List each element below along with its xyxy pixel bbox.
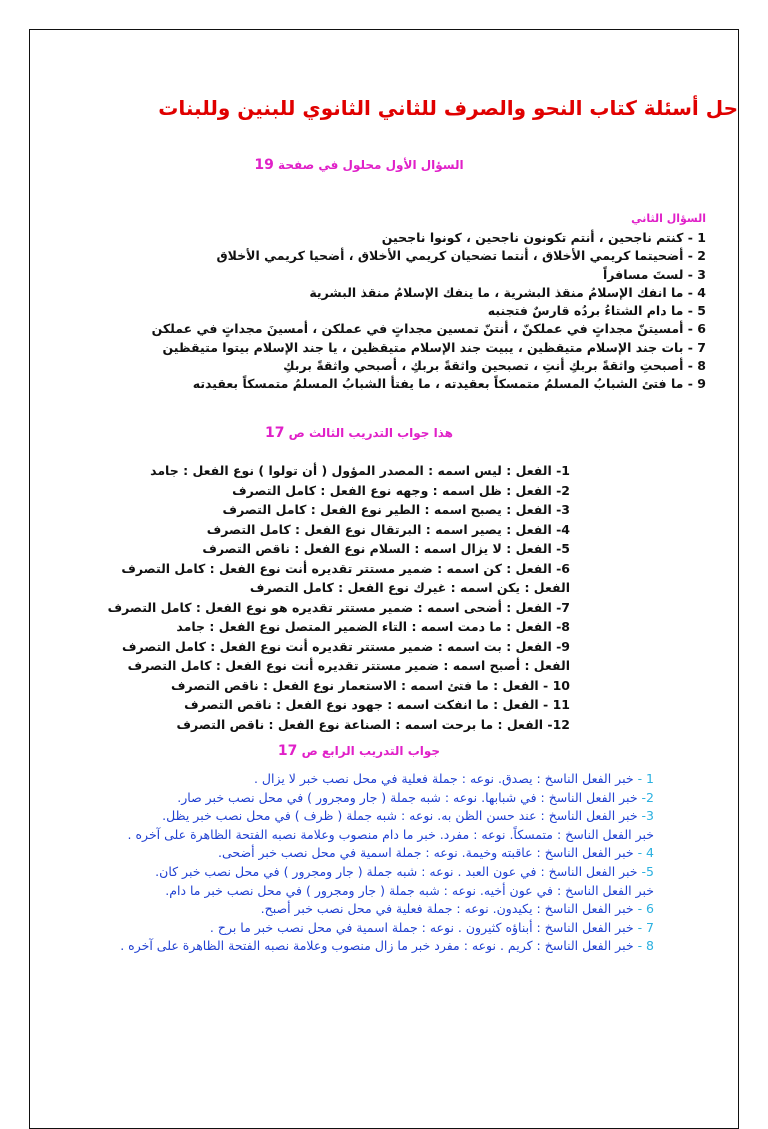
list-item: الفعل : يكن اسمه : غيرك نوع الفعل : كامل التصرف	[249, 580, 570, 595]
question-1-note	[200, 157, 518, 173]
list-item: 5- الفعل : لا يزال اسمه : السلام نوع الفعل : ناقص التصرف	[202, 541, 570, 556]
list-item	[44, 770, 654, 789]
list-item: 4 - ما انفك الإسلامُ منقذ البشرية ، ما ينفك الإسلامُ منقذ البشرية	[309, 284, 706, 300]
list-item	[44, 807, 654, 826]
list-item: الفعل : أصبح اسمه : ضمير مستتر تقديره أنت نوع الفعل : كامل التصرف	[127, 658, 570, 673]
training-3-page: 17	[264, 425, 285, 441]
list-item: 7 - بات جند الإسلام متيقظين ، يبيت جند الإسلام متيقظين ، يا جند الإسلام بيتوا متيقظين	[162, 339, 706, 355]
list-item: 1- الفعل : ليس اسمه : المصدر المؤول ( أن تولوا ) نوع الفعل : جامد	[150, 463, 570, 478]
list-item: 5 - ما دام الشتاءُ بردُه قارسٌ فتجنبه	[487, 303, 706, 319]
training-3-heading	[200, 425, 518, 441]
item-number: 4 -	[637, 845, 654, 861]
list-item: 3 - لستَ مسافراً	[603, 266, 706, 282]
item-number: 8 -	[637, 938, 654, 954]
list-item: 10 - الفعل : ما فتئ اسمه : الاستعمار نوع الفعل : ناقص التصرف	[171, 677, 570, 693]
item-text: خبر الفعل الناسخ : كريم . نوعه : مفرد خبر ما زال منصوب وعلامة نصبه الفتحة الظاهرة على آخره .	[120, 938, 634, 954]
training-4-heading	[200, 743, 518, 759]
list-item: 3- الفعل : يصبح اسمه : الطير نوع الفعل : كامل التصرف	[222, 502, 570, 517]
item-text: خبر الفعل الناسخ : في شبابها. نوعه : شبه جملة ( جار ومجرور ) في محل نصب خبر صار.	[177, 789, 638, 805]
list-item: 6 - أمسيتنّ مجداتٍ في عملكنّ ، أنتنّ تمسين مجداتٍ في عملكن ، أمسينَ مجداتٍ في عملكن	[151, 321, 706, 337]
list-item: 2 - أضحيتما كريمي الأخلاق ، أنتما تضحيان كريمي الأخلاق ، أضحيا كريمي الأخلاق	[216, 248, 706, 264]
list-item: 1 - كنتم ناجحين ، أنتم تكونون ناجحين ، كونوا ناجحين	[381, 230, 706, 245]
item-number: 7 -	[637, 919, 654, 935]
list-item: 8 - أصبحتِ واثقةً بربكِ أنتِ ، تصبحين واثقةً بربكِ ، أصبحي واثقةً بربكِ	[283, 358, 706, 374]
list-item	[44, 844, 654, 863]
item-text: خبر الفعل الناسخ : أبناؤه كثيرون . نوعه : جملة اسمية في محل نصب خبر ما برح .	[209, 919, 634, 935]
list-item: 2- الفعل : ظل اسمه : وجهه نوع الفعل : كامل التصرف	[232, 482, 570, 498]
list-item: 9- الفعل : بت اسمه : ضمير مستتر تقديره أنت نوع الفعل : كامل التصرف	[121, 638, 570, 654]
list-item: 7- الفعل : أضحى اسمه : ضمير مستتر تقديره هو نوع الفعل : كامل التصرف	[107, 599, 570, 615]
item-number: 3-	[641, 808, 654, 824]
training-4-page: 17	[277, 743, 298, 759]
question-1-page: 19	[254, 157, 274, 173]
item-text: خبر الفعل الناسخ : متمسكاً. نوعه : مفرد. خبر ما دام منصوب وعلامة نصبه الفتحة الظاهرة على آخره .	[127, 826, 654, 842]
list-item: 4- الفعل : يصير اسمه : البرتقال نوع الفعل : كامل التصرف	[206, 521, 570, 537]
list-item	[44, 789, 654, 808]
training-3-heading-text: هذا جواب التدريب الثالث ص	[288, 426, 454, 440]
item-number: 2-	[641, 789, 654, 805]
list-item: 9 - ما فتئ الشبابُ المسلمُ متمسكاً بعقيدته ، ما يفتأ الشبابُ المسلمُ متمسكاً بعقيدته	[192, 376, 706, 392]
item-text: خبر الفعل الناسخ : في عون أخيه. نوعه : شبه جملة ( جار ومجرور ) في محل نصب خبر ما دام.	[165, 882, 654, 898]
item-number: 6 -	[637, 901, 654, 917]
item-text: خبر الفعل الناسخ : يصدق. نوعه : جملة فعلية في محل نصب خبر لا يزال .	[253, 771, 634, 786]
list-item: 12- الفعل : ما برحت اسمه : الصناعة نوع الفعل : ناقص التصرف	[176, 716, 570, 732]
item-number: 5-	[641, 863, 654, 879]
item-text: خبر الفعل الناسخ : عند حسن الظن به. نوعه : شبه جملة ( ظرف ) في محل نصب خبر يظل.	[162, 808, 638, 824]
question-2-heading-text: السؤال الثاني	[631, 212, 706, 225]
list-item	[44, 882, 654, 901]
list-item	[44, 900, 654, 919]
item-number: 1 -	[637, 771, 654, 786]
list-item: 11 - الفعل : ما انفكت اسمه : جهود نوع الفعل : ناقص التصرف	[184, 697, 570, 712]
list-item	[44, 826, 654, 845]
item-text: خبر الفعل الناسخ : يكيدون. نوعه : جملة فعلية في محل نصب خبر أصبح.	[260, 901, 634, 917]
training-3-answers	[50, 461, 570, 734]
training-4-answers	[44, 770, 654, 956]
list-item	[44, 937, 654, 956]
item-text: خبر الفعل الناسخ : في عون العبد . نوعه : شبه جملة ( جار ومجرور ) في محل نصب خبر كان.	[155, 863, 638, 879]
document-title: حل أسئلة كتاب النحو والصرف للثاني الثانوي للبنين وللبنات	[158, 96, 738, 120]
question-2-heading	[631, 212, 706, 225]
question-2-answers	[66, 229, 706, 394]
list-item: 8- الفعل : ما دمت اسمه : التاء الضمير المتصل نوع الفعل : جامد	[176, 619, 570, 634]
list-item	[44, 919, 654, 938]
item-text: خبر الفعل الناسخ : عاقبته وخيمة. نوعه : جملة اسمية في محل نصب خبر أضحى.	[218, 845, 634, 861]
list-item: 6- الفعل : كن اسمه : ضمير مستتر تقديره أنت نوع الفعل : كامل التصرف	[121, 560, 570, 576]
training-4-heading-text: جواب التدريب الرابع ص	[301, 744, 441, 758]
list-item	[44, 863, 654, 882]
question-1-text: السؤال الأول محلول في صفحة	[278, 158, 464, 172]
